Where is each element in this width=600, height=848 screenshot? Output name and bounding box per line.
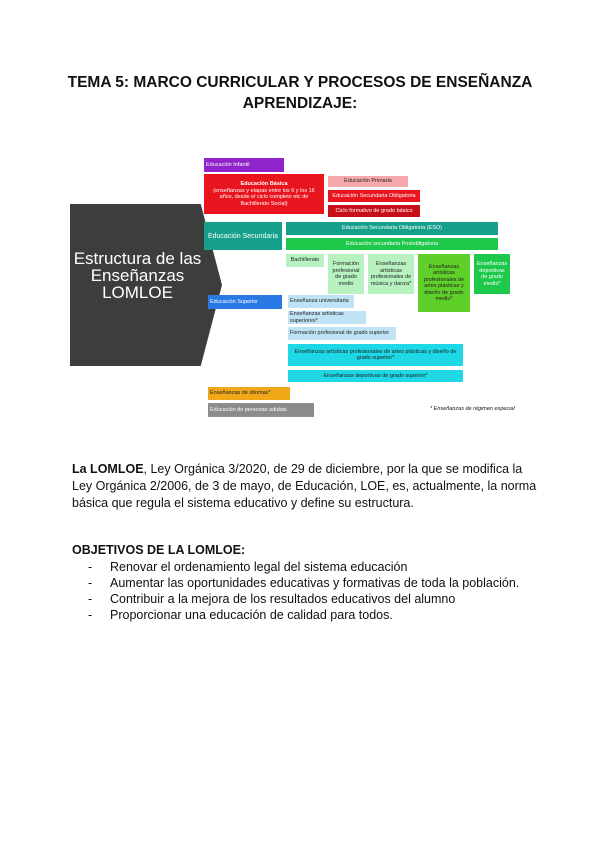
box-basica [204, 174, 324, 214]
objectives-title: OBJETIVOS DE LA LOMLOE: [72, 543, 246, 557]
arrow-label: Estructura de las Enseñanzas LOMLOE [73, 249, 202, 302]
objective-text: Aumentar las oportunidades educativas y formativas de toda la población. [110, 576, 520, 590]
box-art-plasticas: Enseñanzas artísticas profesionales de artes plásticas y diseño de grado medio* [418, 254, 470, 312]
list-item: - Contribuir a la mejora de los resultados educativos del alumno [88, 592, 456, 606]
objectives-list [88, 559, 519, 623]
box-infantil: Educación Infantil [204, 158, 284, 172]
list-item: - Renovar el ordenamiento legal del sistema educación [88, 560, 408, 574]
box-art-musica: Enseñanzas artísticas profesionales de música y danza* [368, 254, 414, 294]
box-deportivas: Enseñanzas deportivas de grado medio* [474, 254, 510, 294]
box-universitaria: Enseñanza universitaria [288, 295, 354, 308]
list-item: - Proporcionar una educación de calidad para todos. [88, 608, 393, 622]
box-deportivas-sup: Enseñanzas deportivas de grado superior* [288, 370, 463, 382]
box-primaria: Educación Primaria [328, 176, 408, 187]
box-basica-note: (enseñanzas y etapas entre los 6 y los 16 años, desde el ciclo completo etc de Bachillerato Social) [213, 187, 315, 207]
diagram-footnote: * Enseñanzas de régimen especial [430, 406, 515, 412]
box-basica-label: Educación Básica [240, 181, 288, 187]
objective-text: Contribuir a la mejora de los resultados educativos del alumno [110, 592, 456, 606]
lomloe-structure-diagram [58, 150, 550, 440]
page-title: TEMA 5: MARCO CURRICULAR Y PROCESOS DE ENSEÑANZA APRENDIZAJE: [67, 74, 533, 112]
box-fp-medio: Formación profesional de grado medio [328, 254, 364, 294]
box-idiomas: Enseñanzas de idiomas* [208, 387, 290, 400]
box-eso: Educación Secundaria Obligatoria (ESO) [286, 222, 498, 235]
box-bachillerato: Bachillerato [286, 254, 324, 267]
box-art-plasticas-sup: Enseñanzas artísticas profesionales de artes plásticas y diseño de grado superior* [288, 344, 463, 366]
paragraph-bold: La LOMLOE [72, 462, 144, 476]
box-art-superiores: Enseñanzas artísticas superiores* [288, 311, 366, 324]
list-item: - Aumentar las oportunidades educativas y formativas de toda la población. [88, 576, 520, 590]
paragraph-text: , Ley Orgánica 3/2020, de 29 de diciembre, por la que se modifica la Ley Orgánica 2/2006, de 3 de mayo, de Educación, LOE, es, actualmente, la norma básica que regula el sistema educativo y define su estructura. [72, 462, 537, 510]
lomloe-paragraph [72, 461, 542, 512]
box-fp-superior: Formación profesional de grado superior [288, 327, 396, 340]
box-adultos: Educación de personas adultas [208, 403, 314, 417]
box-eso-secundaria: Educación Secundaria Obligatoria [328, 190, 420, 202]
box-superior: Educación Superior [208, 295, 282, 309]
objective-text: Renovar el ordenamiento legal del sistema educación [110, 560, 408, 574]
box-fp-basico: Ciclo formativo de grado básico [328, 205, 420, 217]
box-postobligatoria: Educación secundaria Postobligatoria [286, 238, 498, 250]
box-secundaria: Educación Secundaria [204, 222, 282, 250]
objective-text: Proporcionar una educación de calidad para todos. [110, 608, 393, 622]
